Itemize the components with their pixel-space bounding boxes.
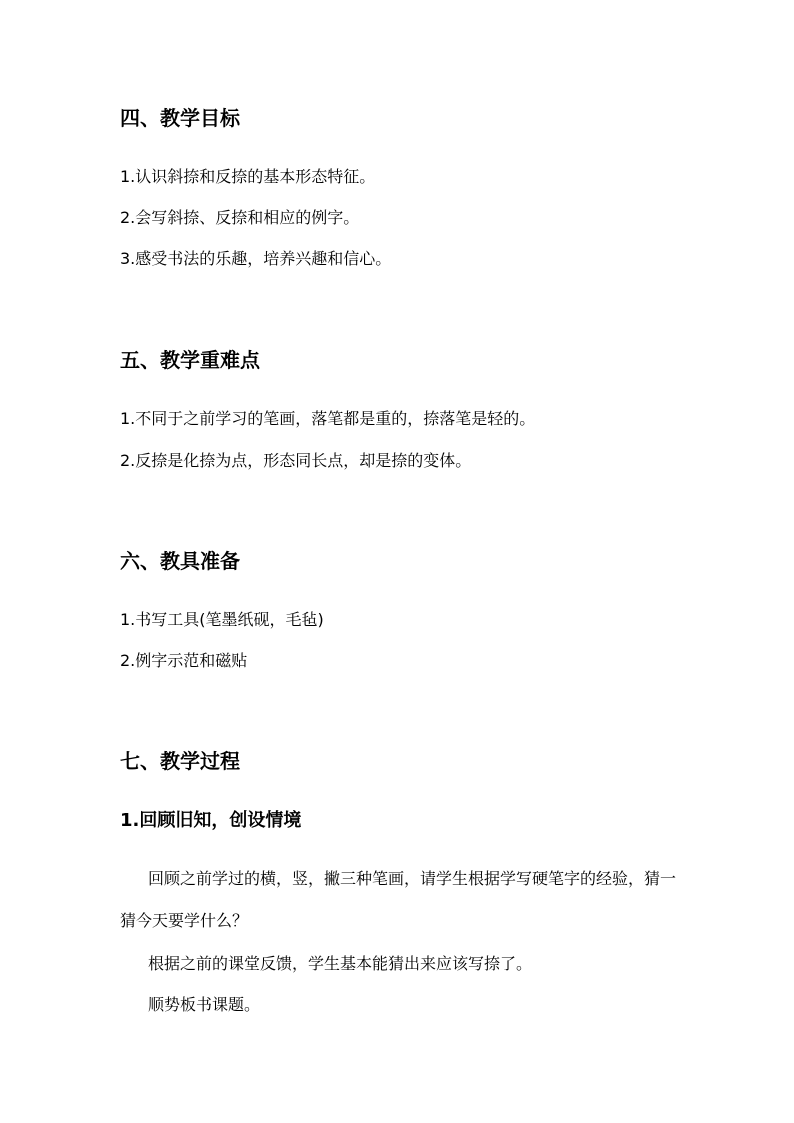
process-paragraph-1: 回顾之前学过的横，竖，撇三种笔画，请学生根据学写硬笔字的经验，猜一猜今天要学什么？: [120, 869, 677, 930]
section-title-teaching-goals: 四、教学目标: [120, 106, 240, 130]
aid-item-1: 1.书写工具(笔墨纸砚，毛毡): [120, 610, 324, 629]
process-paragraph-3: 顺势板书课题。: [148, 995, 261, 1014]
process-paragraph-2: 根据之前的课堂反馈，学生基本能猜出来应该写捺了。: [148, 954, 533, 973]
section-title-key-difficulties: 五、教学重难点: [120, 348, 260, 372]
difficulty-item-2: 2.反捺是化捺为点，形态同长点，却是捺的变体。: [120, 451, 472, 470]
section-title-teaching-process: 七、教学过程: [120, 749, 240, 773]
goal-item-3: 3.感受书法的乐趣，培养兴趣和信心。: [120, 249, 392, 268]
subsection-title-review: 1.回顾旧知，创设情境: [120, 810, 302, 831]
goal-item-2: 2.会写斜捺、反捺和相应的例字。: [120, 208, 360, 227]
goal-item-1: 1.认识斜捺和反捺的基本形态特征。: [120, 167, 376, 186]
aid-item-2: 2.例字示范和磁贴: [120, 651, 248, 670]
difficulty-item-1: 1.不同于之前学习的笔画，落笔都是重的，捺落笔是轻的。: [120, 409, 536, 428]
section-title-teaching-aids: 六、教具准备: [120, 549, 240, 573]
